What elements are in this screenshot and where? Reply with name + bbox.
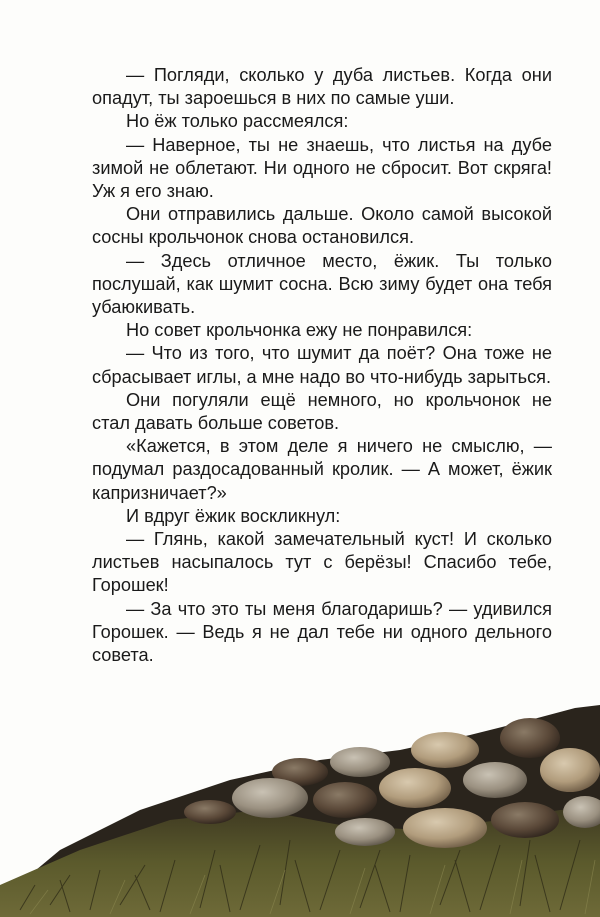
stone <box>313 782 377 818</box>
stone <box>403 808 487 848</box>
paragraph-8: Они погуляли ещё немного, но крольчонок не стал давать больше советов. <box>92 389 552 434</box>
stone <box>330 747 390 777</box>
paragraph-5: — Здесь отличное место, ёжик. Ты только послушай, как шумит сосна. Всю зиму будет она тебя убаюкивать. <box>92 250 552 318</box>
paragraph-7: — Что из того, что шумит да поёт? Она тоже не сбрасывает иглы, а мне надо во что-нибудь зарыться. <box>92 343 552 387</box>
stone <box>500 718 560 758</box>
paragraph-11: — Глянь, какой замечательный куст! И сколько листьев насыпалось тут с берёзы! Спасибо тебе, Горошек! <box>92 529 552 596</box>
stone <box>491 802 559 838</box>
paragraph-4: Они отправились дальше. Около самой высокой сосны крольчонок снова остановился. <box>92 204 552 248</box>
paragraph-1: — Погляди, сколько у дуба листьев. Когда они опадут, ты зароешься в них по самые уши. <box>92 65 552 109</box>
stone <box>540 748 600 792</box>
paragraph-2: Но ёж только рассмеялся: <box>126 111 349 132</box>
story-text <box>92 64 552 667</box>
stone <box>463 762 527 798</box>
stone <box>335 818 395 846</box>
stone <box>411 732 479 768</box>
paragraph-12: — За что это ты меня благодаришь? — удивился Горошек. — Ведь я не дал тебе ни одного дельного совета. <box>92 598 552 666</box>
stone <box>184 800 236 824</box>
stones-grass-illustration <box>0 700 600 917</box>
paragraph-10: И вдруг ёжик воскликнул: <box>126 505 341 526</box>
stone <box>232 778 308 818</box>
stone <box>379 768 451 808</box>
paragraph-3: — Наверное, ты не знаешь, что листья на дубе зимой не облетают. Ни одного не сбросит. Вот скряга! Уж я его знаю. <box>92 134 552 202</box>
paragraph-9: «Кажется, в этом деле я ничего не смыслю, — подумал раздосадованный кролик. — А может, ёжик капризничает?» <box>92 436 552 503</box>
paragraph-6: Но совет крольчонка ежу не понравился: <box>126 320 473 341</box>
